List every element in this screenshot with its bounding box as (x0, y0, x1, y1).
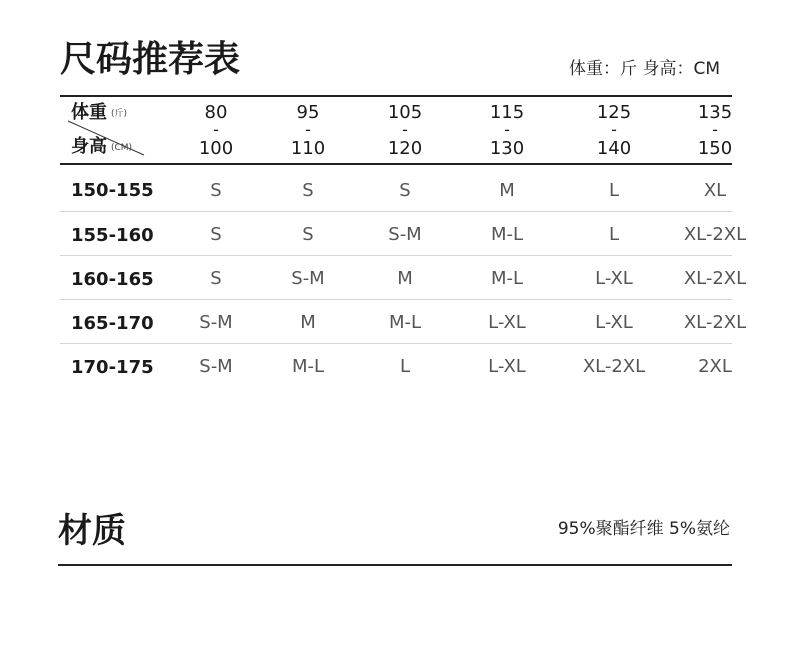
column-dash: - (305, 120, 311, 139)
size-cell: M-L (490, 224, 524, 245)
size-cell: M (499, 180, 515, 201)
table-top-rule (60, 95, 732, 97)
size-cell: L-XL (488, 312, 526, 333)
size-cell: S (210, 224, 222, 245)
size-cell: L-XL (488, 356, 526, 377)
column-dash: - (402, 120, 408, 139)
row-height-range: 160-165 (71, 269, 154, 290)
size-cell: 2XL (698, 356, 732, 377)
weight-label-text: 体重 (71, 102, 107, 123)
material-title: 材质 (58, 511, 126, 551)
column-height: 140 (596, 138, 632, 159)
column-dash: - (611, 120, 617, 139)
row-divider (60, 211, 732, 212)
size-cell: M (397, 268, 413, 289)
size-cell: S (399, 180, 411, 201)
size-cell: L-XL (595, 268, 633, 289)
column-weight: 135 (697, 102, 733, 123)
size-cell: XL-2XL (582, 356, 646, 377)
row-divider (60, 255, 732, 256)
row-height-range: 150-155 (71, 180, 154, 201)
size-cell: L (608, 180, 620, 201)
column-dash: - (712, 120, 718, 139)
size-cell: S-M (199, 356, 233, 377)
size-chart-title: 尺码推荐表 (60, 39, 241, 80)
size-cell: L-XL (595, 312, 633, 333)
corner-weight-label (71, 101, 127, 126)
unit-note: 体重：斤 身高：CM (569, 59, 720, 79)
size-cell: M-L (388, 312, 422, 333)
row-height-range: 165-170 (71, 313, 154, 334)
column-height: 110 (290, 138, 326, 159)
material-bottom-rule (58, 564, 732, 566)
size-cell: XL-2XL (683, 312, 747, 333)
column-height: 120 (387, 138, 423, 159)
column-weight: 80 (204, 102, 228, 123)
row-divider (60, 343, 732, 344)
row-height-range: 170-175 (71, 357, 154, 378)
size-cell: XL-2XL (683, 268, 747, 289)
column-weight: 125 (596, 102, 632, 123)
size-cell: M (300, 312, 316, 333)
column-dash: - (213, 120, 219, 139)
height-label-text: 身高 (71, 136, 107, 157)
column-weight: 105 (387, 102, 423, 123)
column-height: 100 (198, 138, 234, 159)
table-header-rule (60, 163, 732, 165)
size-cell: M-L (291, 356, 325, 377)
material-description: 95%聚酯纤维 5%氨纶 (557, 519, 730, 539)
size-cell: S (302, 180, 314, 201)
row-height-range: 155-160 (71, 225, 154, 246)
size-cell: S-M (388, 224, 422, 245)
column-dash: - (504, 120, 510, 139)
size-cell: S (302, 224, 314, 245)
size-cell: S (210, 268, 222, 289)
column-height: 150 (697, 138, 733, 159)
weight-unit-text: (斤) (111, 109, 128, 119)
size-cell: XL-2XL (683, 224, 747, 245)
size-cell: XL (703, 180, 727, 201)
size-cell: S-M (199, 312, 233, 333)
height-unit-text: (CM) (111, 143, 133, 153)
size-cell: S-M (291, 268, 325, 289)
size-cell: L (608, 224, 620, 245)
column-height: 130 (489, 138, 525, 159)
row-divider (60, 299, 732, 300)
size-cell: L (399, 356, 411, 377)
size-cell: S (210, 180, 222, 201)
column-weight: 115 (489, 102, 525, 123)
column-weight: 95 (296, 102, 320, 123)
corner-height-label (71, 135, 132, 160)
size-cell: M-L (490, 268, 524, 289)
